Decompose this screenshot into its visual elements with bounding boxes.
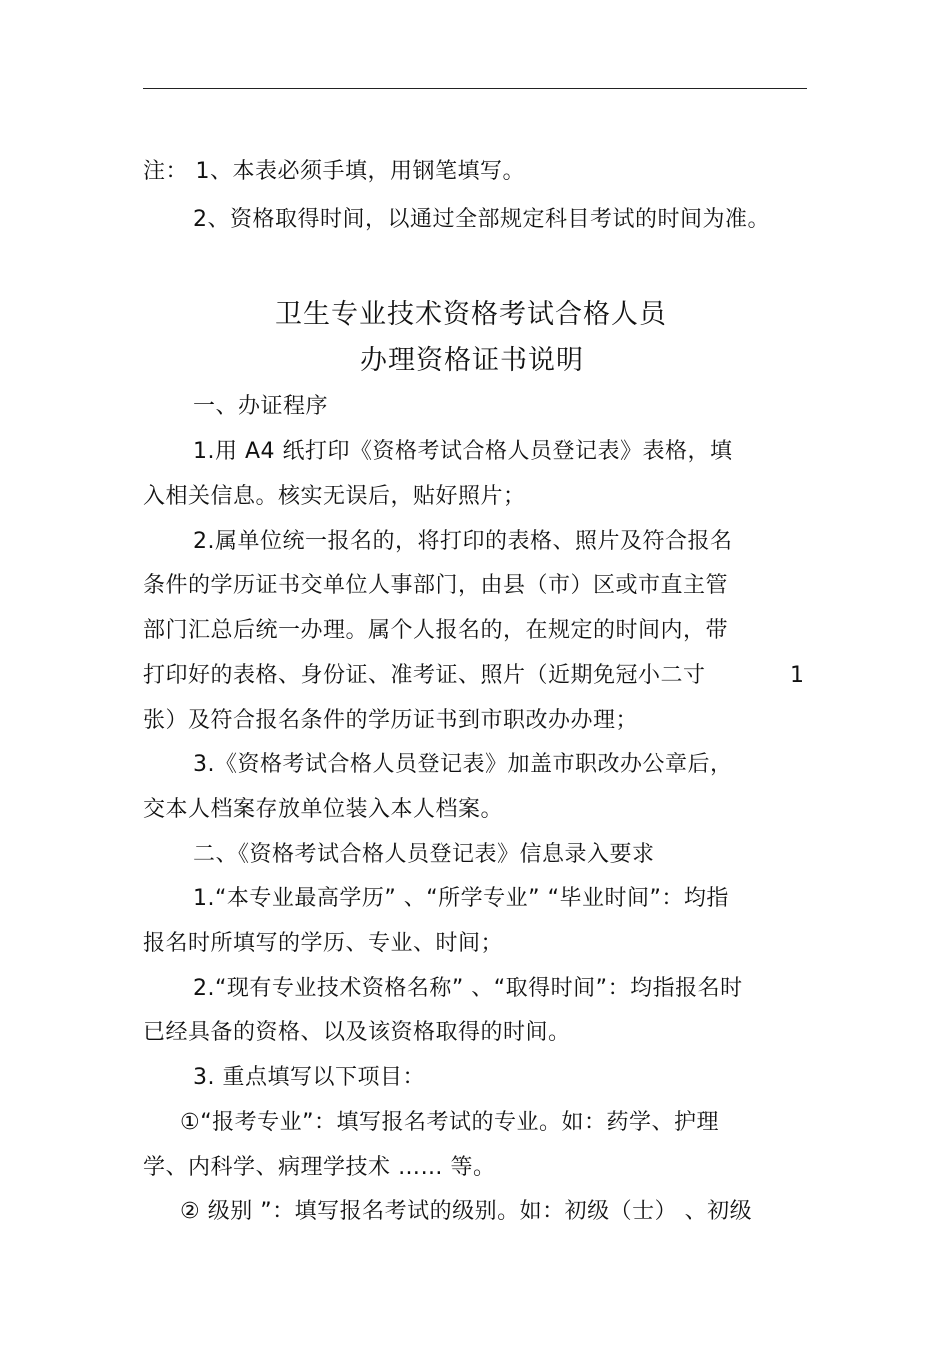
section-heading-procedure: 一、办证程序 xyxy=(193,394,329,419)
paragraph-line: 部门汇总后统一办理。属个人报名的，在规定的时间内，带 xyxy=(143,618,729,643)
paragraph-line: 交本人档案存放单位装入本人档案。 xyxy=(143,797,504,822)
note-line-2: 2、资格取得时间，以通过全部规定科目考试的时间为准。 xyxy=(193,207,770,232)
paragraph-line: 入相关信息。核实无误后，贴好照片； xyxy=(143,484,526,509)
paragraph-line: ①“报考专业”：填写报名考试的专业。如：药学、护理 xyxy=(180,1110,720,1135)
section-heading-entry-requirements: 二、《资格考试合格人员登记表》信息录入要求 xyxy=(193,842,655,867)
paragraph-line: ② 级别 ”：填写报名考试的级别。如：初级（士） 、初级 xyxy=(180,1199,753,1224)
note-line-1: 注： 1、本表必须手填，用钢笔填写。 xyxy=(143,159,525,184)
paragraph-line: 1.用 A4 纸打印《资格考试合格人员登记表》表格，填 xyxy=(193,439,733,464)
paragraph-line: 3.《资格考试合格人员登记表》加盖市职改办公章后， xyxy=(193,752,733,777)
paragraph-line: 2.“现有专业技术资格名称” 、“取得时间”：均指报名时 xyxy=(193,976,743,1001)
paragraph-line: 学、内科学、病理学技术 …… 等。 xyxy=(143,1155,496,1180)
document-title-line-2: 办理资格证书说明 xyxy=(360,345,584,376)
document-title-line-1: 卫生专业技术资格考试合格人员 xyxy=(275,299,667,330)
paragraph-line: 3. 重点填写以下项目： xyxy=(193,1065,425,1090)
paragraph-line: 2.属单位统一报名的，将打印的表格、照片及符合报名 xyxy=(193,529,733,554)
paragraph-line: 已经具备的资格、以及该资格取得的时间。 xyxy=(143,1020,571,1045)
paragraph-line: 条件的学历证书交单位人事部门，由县（市）区或市直主管 xyxy=(143,573,729,598)
photo-count: 1 xyxy=(790,663,805,688)
paragraph-line: 打印好的表格、身份证、准考证、照片（近期免冠小二寸 xyxy=(143,663,706,688)
paragraph-line: 报名时所填写的学历、专业、时间； xyxy=(143,931,504,956)
paragraph-line: 张）及符合报名条件的学历证书到市职改办办理； xyxy=(143,708,639,733)
paragraph-line: 1.“本专业最高学历” 、“所学专业” “毕业时间”：均指 xyxy=(193,886,729,911)
header-rule xyxy=(143,88,807,89)
